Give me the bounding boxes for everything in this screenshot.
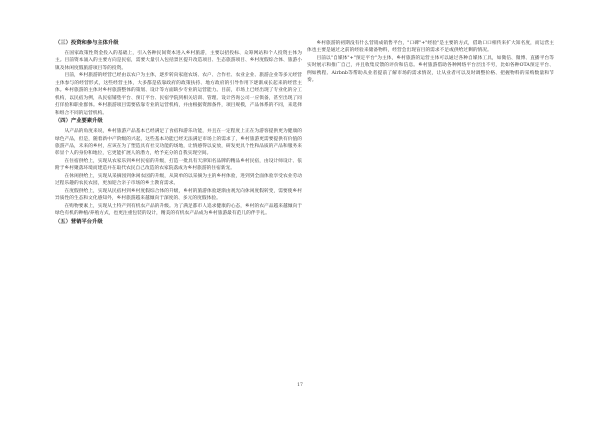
paragraph: 在休闲供给上，实现从采摘园到休闲农园的升级，从简单的以采摘为主的乡村体验，进到到全面体验享受农业劳动过程乐趣的农民农园，更加迎合亲子市场的乡土教育需求。 [55,173,302,187]
section-heading-industry-elements: （四）产业要素升级 [55,118,103,125]
paragraph: 在国家政策性资金投入的基础上，引入各种民间资本进入乡村旅游，主要以招投标、众筹网站和个人投资主体为主。目前资本涌入的主要方向是民宿，需要大量引入包括景区提升改造项目、生态旅游项目、乡村度假综合体、旅游小镇及休闲度假旅游项目等的投资。 [55,51,302,71]
paragraph: 在度假供给上，实现从民宿村到乡村度假综合体的升级，乡村的旅游体验逐渐由观光向休闲度假转变，需要使乡村异质性的生态和文化感知外，乡村旅游越来越倾向于深度的、多元的度假体验。 [55,188,302,202]
section-heading-investment: （三）投资和参与主体升级 [55,40,119,46]
section-heading-marketing: （五）营销平台升级 [55,218,103,225]
left-column [55,40,302,229]
paragraph: 目前以"自媒体"+"预定平台"为主体，乡村旅游的运营主体可以通过各种自媒体工具，如微信、微博、直播平台等实时展示和推广自己，并且收集反馈的评价和信息。乡村旅游借助各种网络平台层出不穷，比如各种OTA预定平台、例如携程、Airbnb等帮助从业者提前了解市场的需求情况，让从业者可以及时调整价格、把握物料的采购数量和节奏。 [307,55,554,84]
paragraph: 在住宿供给上，实现从农家乐到乡村民宿的升级，打造一批具有天津知名品牌的精品乡村民宿，由设计师设计、依附于乡村聚落环境而建造并在取代农民自己改造的农家院落成为乡村旅游的住宿新宠。 [55,158,302,172]
paragraph: 目前，乡村旅游的经营已经由以农户为主体，逐步转向家庭农场、农户、合作社、农业企业、旅游企业等多元经营主体参与的经营形式，这些经营主体，大多都是依靠政府的政策扶持、地方政府的引导作用下逐渐成长起来的经营主体。乡村旅游的主体对乡村旅游整体的策划、设计等方面缺少专业的运营能力。目前，市场上已经出现了专业化的分工机构，以民宿为例，从民宿铺垫平台、预订平台、民宿学院到相关培训、管理、设计咨询公司一应俱备，甚至出现了同打佯验和职业群体。乡村旅游项目需要依靠专业的运营机构，并由根据资源条件，项目规模，产品体系的不同，来选择和组合不同的运营机构。 [55,73,302,116]
paragraph: 从产品的角度来说，乡村旅游产品基本已经满足了食宿和游乐功能，并且在一定程度上正在为游客提供更为健康的绿色产品，但是，随着新中产阶级的兴起，这些基本功能已经无法满足市场上的需求了，乡村旅游更需要提供有价值的旅游产品，未来的乡村，应该在为了塑造具有社交功能的场地，让情感得以安放，研发更具个性和品质的产品和服务来彰显个人的身份和地位，它更能扩展人的潜力，给予充分的自我实现空间。 [55,129,302,157]
page-number: 17 [297,383,303,388]
paragraph: 在购物要素上，实现从土特产到有机农产品的升级。为了满足都市人追求健康的心态，乡村的农产品越来越倾向于绿色有机的种植/养殖方式，也更注重包装的设计，精美的有机农产品成为乡村旅游最有范儿的伴手礼。 [55,203,302,217]
paragraph: 乡村旅游的初期没有什么营销成销售平台，"口碑"+"经验"是主要的方式，借助口口相传来扩大知名度，而运营主体也主要是通过之前的经验来储备物料，经营会出现盲目的需求不足或供给过剩的情况。 [307,41,554,54]
right-column [307,40,554,85]
